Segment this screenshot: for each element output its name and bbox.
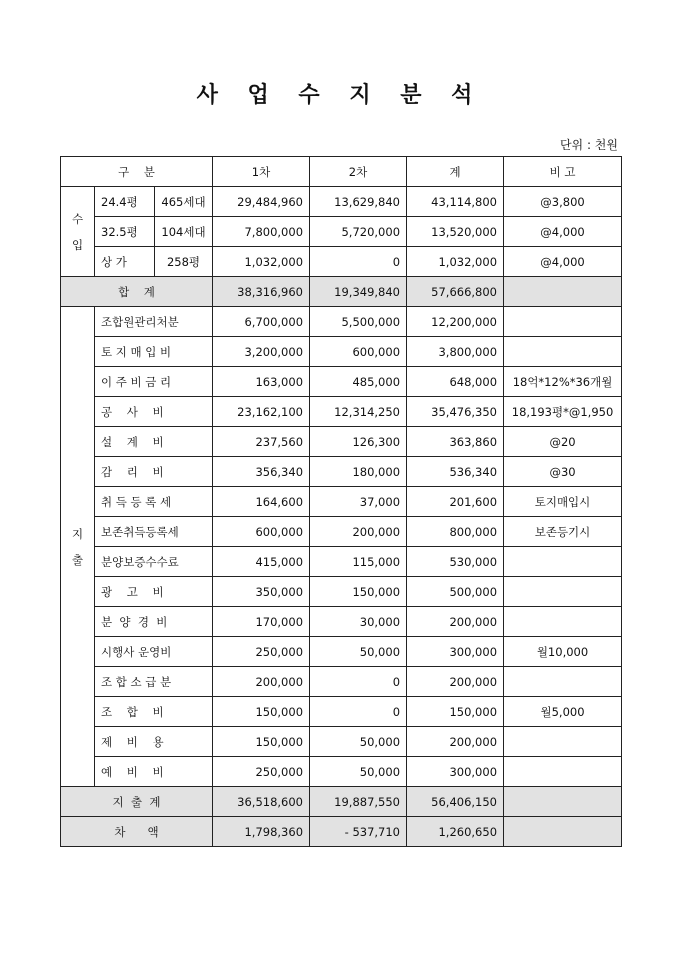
- note-cell: [504, 727, 622, 757]
- value-second: 12,314,250: [310, 397, 407, 427]
- note-cell: @20: [504, 427, 622, 457]
- expense-side-label-bottom: 출: [71, 552, 84, 567]
- note-cell: @30: [504, 457, 622, 487]
- expense-item: 설 계 비: [95, 427, 213, 457]
- expense-row: [61, 487, 622, 517]
- value-first: 150,000: [213, 697, 310, 727]
- expense-row: [61, 517, 622, 547]
- value-second: 5,720,000: [310, 217, 407, 247]
- value-second: 37,000: [310, 487, 407, 517]
- value-first: 163,000: [213, 367, 310, 397]
- header-category: 구 분: [61, 157, 213, 187]
- expense-row: [61, 667, 622, 697]
- note-cell: 월5,000: [504, 697, 622, 727]
- expense-item: 분 양 경 비: [95, 607, 213, 637]
- value-first: 356,340: [213, 457, 310, 487]
- value-first: 38,316,960: [213, 277, 310, 307]
- value-first: 164,600: [213, 487, 310, 517]
- note-cell: 토지매입시: [504, 487, 622, 517]
- value-total: 1,260,650: [407, 817, 504, 847]
- value-first: 23,162,100: [213, 397, 310, 427]
- expense-item: 분양보증수수료: [95, 547, 213, 577]
- difference-row: [61, 817, 622, 847]
- expense-item: 취 득 등 록 세: [95, 487, 213, 517]
- income-row: [61, 217, 622, 247]
- value-total: 300,000: [407, 637, 504, 667]
- expense-item: 조 합 소 급 분: [95, 667, 213, 697]
- value-first: 415,000: [213, 547, 310, 577]
- value-total: 12,200,000: [407, 307, 504, 337]
- expense-item: 예 비 비: [95, 757, 213, 787]
- header-note: 비 고: [504, 157, 622, 187]
- value-second: 485,000: [310, 367, 407, 397]
- value-second: 50,000: [310, 757, 407, 787]
- value-second: 50,000: [310, 637, 407, 667]
- note-cell: [504, 277, 622, 307]
- note-cell: @3,800: [504, 187, 622, 217]
- expense-item: 이 주 비 금 리: [95, 367, 213, 397]
- value-total: 56,406,150: [407, 787, 504, 817]
- expense-item: 토 지 매 입 비: [95, 337, 213, 367]
- value-total: 800,000: [407, 517, 504, 547]
- expense-row: [61, 727, 622, 757]
- value-first: 7,800,000: [213, 217, 310, 247]
- note-cell: 18,193평*@1,950: [504, 397, 622, 427]
- expense-row: [61, 607, 622, 637]
- expense-item: 조합원관리처분: [95, 307, 213, 337]
- income-type: 24.4평: [95, 187, 155, 217]
- value-first: 1,798,360: [213, 817, 310, 847]
- header-total: 계: [407, 157, 504, 187]
- expense-item: 광 고 비: [95, 577, 213, 607]
- value-total: 530,000: [407, 547, 504, 577]
- value-first: 250,000: [213, 637, 310, 667]
- value-total: 500,000: [407, 577, 504, 607]
- value-total: 35,476,350: [407, 397, 504, 427]
- value-second: 5,500,000: [310, 307, 407, 337]
- value-first: 237,560: [213, 427, 310, 457]
- value-total: 57,666,800: [407, 277, 504, 307]
- value-total: 43,114,800: [407, 187, 504, 217]
- income-side-label-bottom: 입: [71, 237, 84, 252]
- document-title: 사 업 수 지 분 석: [196, 82, 484, 108]
- note-cell: 18억*12%*36개월: [504, 367, 622, 397]
- value-first: 3,200,000: [213, 337, 310, 367]
- expense-row: [61, 547, 622, 577]
- value-second: 19,349,840: [310, 277, 407, 307]
- header-first: 1차: [213, 157, 310, 187]
- expense-row: [61, 367, 622, 397]
- note-cell: 보존등기시: [504, 517, 622, 547]
- expense-row: [61, 397, 622, 427]
- value-second: 0: [310, 247, 407, 277]
- value-first: 1,032,000: [213, 247, 310, 277]
- income-subtotal-row: [61, 277, 622, 307]
- expense-item: 시행사 운영비: [95, 637, 213, 667]
- value-first: 150,000: [213, 727, 310, 757]
- unit-label: 단위 : 천원: [559, 138, 618, 152]
- note-cell: [504, 547, 622, 577]
- value-total: 648,000: [407, 367, 504, 397]
- note-cell: [504, 607, 622, 637]
- income-type: 32.5평: [95, 217, 155, 247]
- header-second: 2차: [310, 157, 407, 187]
- expense-row: [61, 637, 622, 667]
- expense-item: 조 합 비: [95, 697, 213, 727]
- expense-side-label: [61, 307, 95, 787]
- income-row: [61, 247, 622, 277]
- income-row: [61, 187, 622, 217]
- expense-row: [61, 457, 622, 487]
- expense-row: [61, 697, 622, 727]
- expense-item: 제 비 용: [95, 727, 213, 757]
- value-total: 13,520,000: [407, 217, 504, 247]
- value-second: 50,000: [310, 727, 407, 757]
- value-total: 363,860: [407, 427, 504, 457]
- note-cell: 월10,000: [504, 637, 622, 667]
- value-first: 6,700,000: [213, 307, 310, 337]
- expense-item: 감 리 비: [95, 457, 213, 487]
- value-second: 19,887,550: [310, 787, 407, 817]
- value-second: 30,000: [310, 607, 407, 637]
- value-second: 200,000: [310, 517, 407, 547]
- expense-row: [61, 577, 622, 607]
- income-side-label: [61, 187, 95, 277]
- value-second: - 537,710: [310, 817, 407, 847]
- expense-item: 공 사 비: [95, 397, 213, 427]
- note-cell: [504, 307, 622, 337]
- value-total: 200,000: [407, 607, 504, 637]
- note-cell: [504, 337, 622, 367]
- value-first: 200,000: [213, 667, 310, 697]
- value-first: 600,000: [213, 517, 310, 547]
- value-total: 150,000: [407, 697, 504, 727]
- value-first: 350,000: [213, 577, 310, 607]
- value-total: 200,000: [407, 667, 504, 697]
- expense-subtotal-row: [61, 787, 622, 817]
- value-second: 0: [310, 697, 407, 727]
- value-first: 170,000: [213, 607, 310, 637]
- value-second: 13,629,840: [310, 187, 407, 217]
- income-count: 258평: [155, 247, 213, 277]
- note-cell: [504, 757, 622, 787]
- value-total: 200,000: [407, 727, 504, 757]
- value-total: 201,600: [407, 487, 504, 517]
- value-total: 536,340: [407, 457, 504, 487]
- income-side-label-top: 수: [71, 211, 84, 226]
- expense-subtotal-label: 지 출 계: [61, 787, 213, 817]
- value-second: 126,300: [310, 427, 407, 457]
- income-type: 상 가: [95, 247, 155, 277]
- value-first: 36,518,600: [213, 787, 310, 817]
- value-second: 115,000: [310, 547, 407, 577]
- value-second: 600,000: [310, 337, 407, 367]
- value-total: 300,000: [407, 757, 504, 787]
- value-first: 29,484,960: [213, 187, 310, 217]
- value-second: 180,000: [310, 457, 407, 487]
- budget-table: [60, 156, 622, 847]
- expense-side-label-top: 지: [71, 526, 84, 541]
- value-total: 1,032,000: [407, 247, 504, 277]
- value-second: 0: [310, 667, 407, 697]
- expense-row: [61, 427, 622, 457]
- note-cell: [504, 667, 622, 697]
- expense-row: [61, 337, 622, 367]
- note-cell: [504, 577, 622, 607]
- difference-label: 차 액: [61, 817, 213, 847]
- note-cell: [504, 787, 622, 817]
- value-second: 150,000: [310, 577, 407, 607]
- expense-row: [61, 757, 622, 787]
- value-first: 250,000: [213, 757, 310, 787]
- income-count: 465세대: [155, 187, 213, 217]
- note-cell: @4,000: [504, 247, 622, 277]
- expense-item: 보존취득등록세: [95, 517, 213, 547]
- note-cell: [504, 817, 622, 847]
- note-cell: @4,000: [504, 217, 622, 247]
- header-row: [61, 157, 622, 187]
- expense-row: [61, 307, 622, 337]
- income-subtotal-label: 합 계: [61, 277, 213, 307]
- income-count: 104세대: [155, 217, 213, 247]
- value-total: 3,800,000: [407, 337, 504, 367]
